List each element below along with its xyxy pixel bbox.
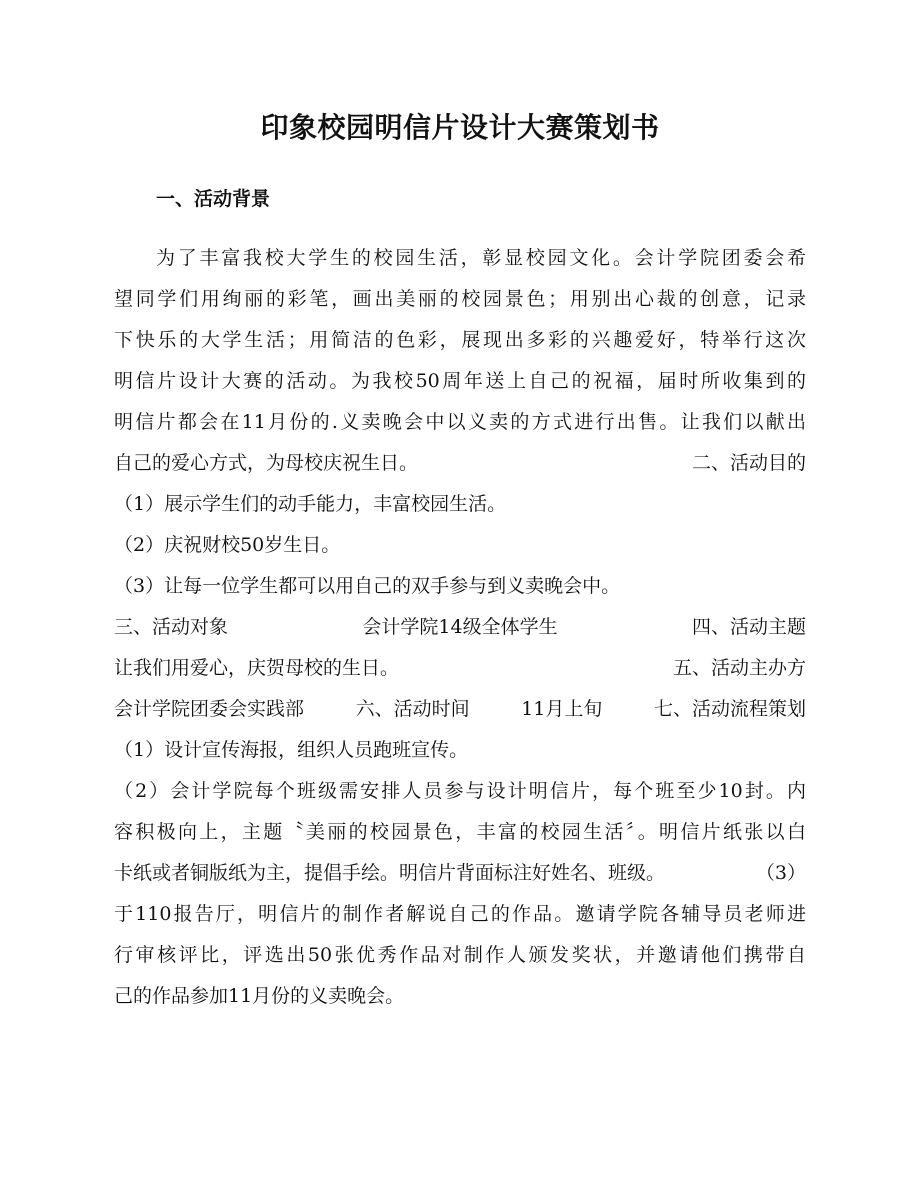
section-heading-audience: 三、活动对象 xyxy=(114,616,229,638)
paragraph-line: 容积极向上，主题〝美丽的校园景色，丰富的校园生活〞。明信片纸张以白 xyxy=(114,821,806,843)
list-item: （3）让每一位学生都可以用自己的双手参与到义卖晚会中。 xyxy=(114,575,621,597)
list-item: （1）设计宣传海报，组织人员跑班宣传。 xyxy=(114,739,469,761)
paragraph-line: 望同学们用绚丽的彩笔，画出美丽的校园景色；用别出心裁的创意，记录 xyxy=(114,288,806,310)
section-heading-organizer: 五、活动主办方 xyxy=(672,657,806,679)
paragraph-line xyxy=(114,609,806,645)
list-item: （2）庆祝财校50岁生日。 xyxy=(114,534,341,556)
section-heading-process: 七、活动流程策划 xyxy=(653,698,806,720)
paragraph-line: 下快乐的大学生活；用简洁的色彩，展现出多彩的兴趣爱好，特举行这次 xyxy=(114,329,806,351)
list-marker: （3） xyxy=(755,862,806,884)
paragraph-line: 明信片都会在11月份的.义卖晚会中以义卖的方式进行出售。让我们以献出 xyxy=(114,411,806,433)
section-heading-time: 六、活动时间 xyxy=(355,698,470,720)
section-heading-background: 一、活动背景 xyxy=(156,188,271,210)
paragraph-text: 卡纸或者铜版纸为主，提倡手绘。明信片背面标注好姓名、班级。 xyxy=(114,862,666,884)
list-item: （1）展示学生们的动手能力，丰富校园生活。 xyxy=(114,493,507,515)
paragraph-line xyxy=(114,691,806,727)
section-heading-theme: 四、活动主题 xyxy=(691,616,806,638)
paragraph-line: 明信片设计大赛的活动。为我校50周年送上自己的祝福，届时所收集到的 xyxy=(114,370,806,392)
paragraph-line: 己的作品参加11月份的义卖晚会。 xyxy=(114,985,405,1007)
paragraph-line xyxy=(114,855,806,891)
section-heading-goals: 二、活动目的 xyxy=(691,452,806,474)
paragraph-line xyxy=(114,650,806,686)
paragraph-text: 自己的爱心方式，为母校庆祝生日。 xyxy=(114,452,419,474)
document-title: 印象校园明信片设计大赛策划书 xyxy=(260,111,660,144)
paragraph-line: 于110报告厅，明信片的制作者解说自己的作品。邀请学院各辅导员老师进 xyxy=(114,903,806,925)
organizer-value: 会计学院团委会实践部 xyxy=(114,698,305,720)
audience-value: 会计学院14级全体学生 xyxy=(362,616,558,638)
list-item: （2）会计学院每个班级需安排人员参与设计明信片，每个班至少10封。内 xyxy=(114,780,806,802)
time-value: 11月上旬 xyxy=(521,698,603,720)
paragraph-line: 为了丰富我校大学生的校园生活，彰显校园文化。会计学院团委会希 xyxy=(156,247,806,269)
paragraph-line: 行审核评比，评选出50张优秀作品对制作人颁发奖状，并邀请他们携带自 xyxy=(114,944,806,966)
theme-value: 让我们用爱心，庆贺母校的生日。 xyxy=(114,657,400,679)
paragraph-line xyxy=(114,445,806,481)
